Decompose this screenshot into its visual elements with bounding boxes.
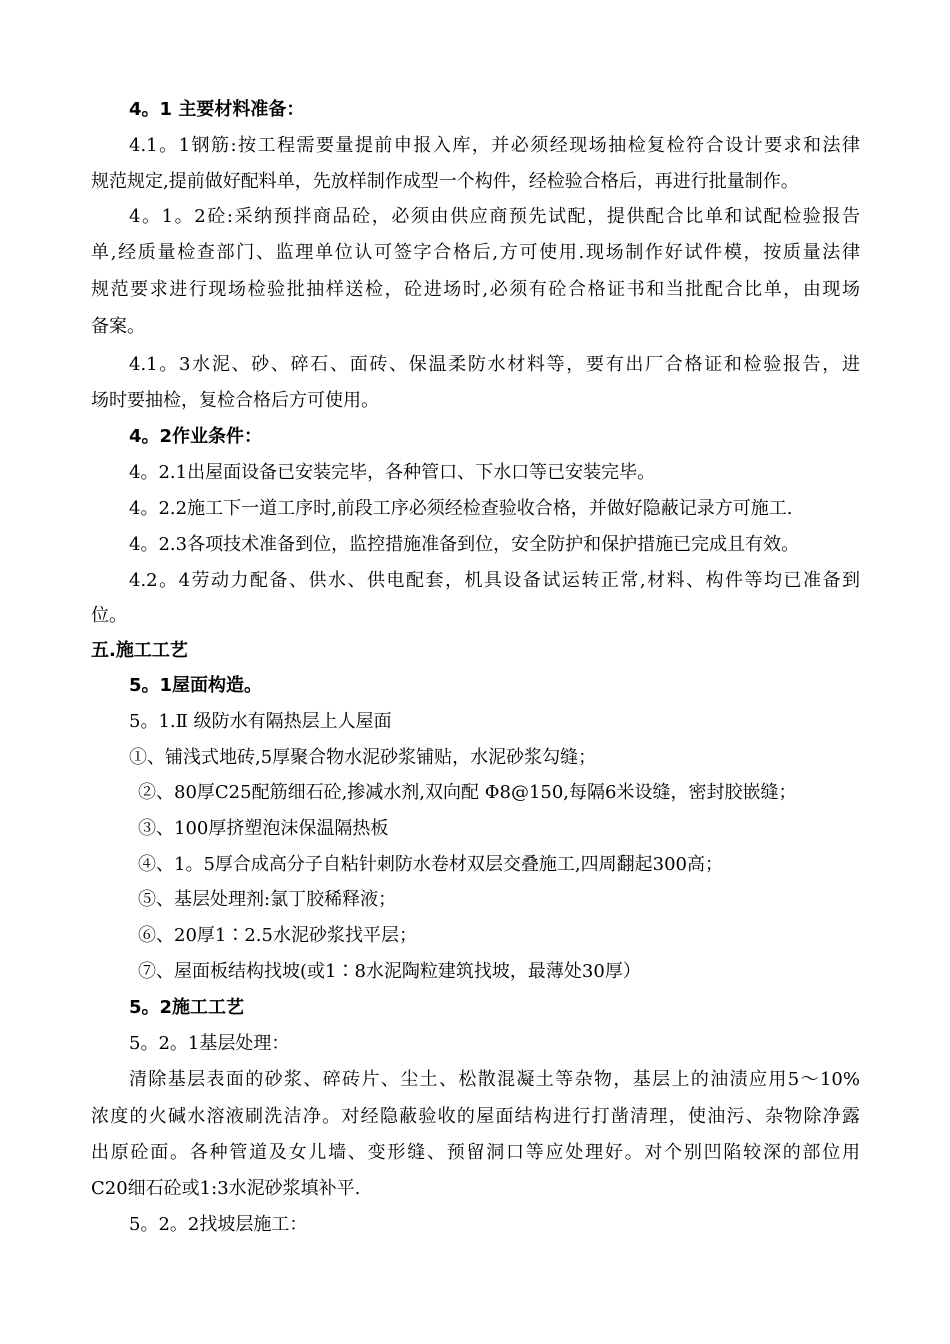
paragraph-line: 清除基层表面的砂浆、碎砖片、尘土、松散混凝土等杂物，基层上的油渍应用5～10% xyxy=(129,1069,860,1090)
paragraph-line: 4。2.3各项技术准备到位，监控措施准备到位，安全防护和保护措施已完成且有效。 xyxy=(129,534,800,555)
paragraph-line: 规范规定,提前做好配料单，先放样制作成型一个构件，经检验合格后，再进行批量制作。 xyxy=(91,171,799,192)
paragraph-line: 4。2.1出屋面设备已安装完毕，各种管口、下水口等已安装完毕。 xyxy=(129,462,656,483)
paragraph-line: 4.1。3水泥、砂、碎石、面砖、保温柔防水材料等，要有出厂合格证和检验报告，进 xyxy=(129,354,860,375)
list-item: ③、100厚挤塑泡沫保温隔热板 xyxy=(138,818,389,839)
paragraph-line: 浓度的火碱水溶液刷洗洁净。对经隐蔽验收的屋面结构进行打凿清理，使油污、杂物除净露 xyxy=(91,1106,860,1127)
paragraph-line: 备案。 xyxy=(91,316,145,337)
list-item: ⑥、20厚1∶2.5水泥砂浆找平层； xyxy=(138,925,417,946)
section-heading-4-1: 4。1 主要材料准备： xyxy=(129,99,305,120)
list-item: ⑦、屋面板结构找坡(或1∶8水泥陶粒建筑找坡，最薄处30厚） xyxy=(138,961,641,982)
section-heading-5-2: 5。2施工工艺 xyxy=(129,997,245,1018)
paragraph-line: 场时要抽检，复检合格后方可使用。 xyxy=(91,390,379,411)
paragraph-line: 单,经质量检查部门、监理单位认可签字合格后,方可使用.现场制作好试件模，按质量法律 xyxy=(91,242,860,263)
paragraph-line: 位。 xyxy=(91,605,127,626)
list-item: ⑤、基层处理剂:氯丁胶稀释液； xyxy=(138,889,397,910)
paragraph-line: 出原砼面。各种管道及女儿墙、变形缝、预留洞口等应处理好。对个别凹陷较深的部位用 xyxy=(91,1142,860,1163)
list-item: ①、铺浅式地砖,5厚聚合物水泥砂浆铺贴，水泥砂浆勾缝； xyxy=(129,747,597,768)
section-heading-4-2: 4。2作业条件： xyxy=(129,426,263,447)
paragraph-line: 4.1。1钢筋:按工程需要量提前申报入库，并必须经现场抽检复检符合设计要求和法律 xyxy=(129,135,860,156)
paragraph-line: 4。1。2砼:采纳预拌商品砼，必须由供应商预先试配，提供配合比单和试配检验报告 xyxy=(129,206,860,227)
paragraph-line: 4.2。4劳动力配备、供水、供电配套，机具设备试运转正常,材料、构件等均已准备到 xyxy=(129,570,860,591)
section-heading-5-1: 5。1屋面构造。 xyxy=(129,675,263,696)
list-item: ②、80厚C25配筋细石砼,掺减水剂,双向配 Φ8@150,每隔6米设缝，密封胶嵌缝； xyxy=(138,782,797,803)
paragraph-line: C20细石砼或1:3水泥砂浆填补平. xyxy=(91,1178,361,1199)
paragraph-line: 规范要求进行现场检验批抽样送检，砼进场时,必须有砼合格证书和当批配合比单，由现场 xyxy=(91,279,860,300)
paragraph-line: 5。2。1基层处理： xyxy=(129,1033,290,1054)
paragraph-line: 5。1.Ⅱ 级防水有隔热层上人屋面 xyxy=(129,711,392,732)
chapter-heading-5: 五.施工工艺 xyxy=(91,640,188,661)
list-item: ④、1。5厚合成高分子自粘针刺防水卷材双层交叠施工,四周翻起300高； xyxy=(138,854,723,875)
paragraph-line: 5。2。2找坡层施工： xyxy=(129,1214,308,1235)
paragraph-line: 4。2.2施工下一道工序时,前段工序必须经检查验收合格，并做好隐蔽记录方可施工. xyxy=(129,498,793,519)
